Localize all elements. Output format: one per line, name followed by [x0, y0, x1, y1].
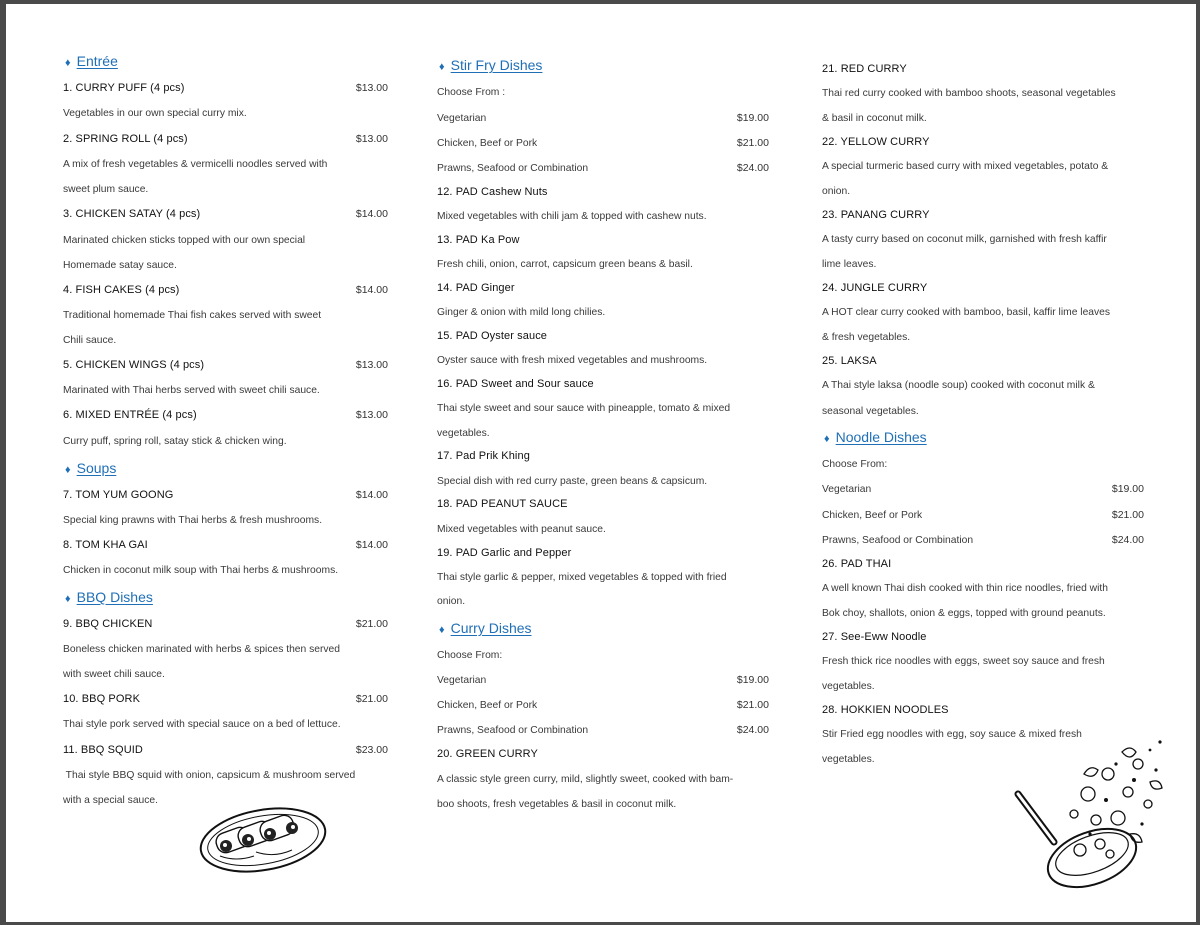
- menu-description-line: [822, 254, 1144, 274]
- item-name: 13. PAD Ka Pow: [437, 234, 520, 246]
- menu-description-line: [822, 651, 1144, 671]
- item-description: Thai style BBQ squid with onion, capsicum & mushroom served: [63, 769, 356, 781]
- menu-description-line: [63, 431, 388, 451]
- section-heading-text: Soups: [76, 460, 117, 476]
- item-description: A mix of fresh vegetables & vermicelli noodles served with: [63, 158, 328, 170]
- menu-description-line: [63, 560, 388, 580]
- item-description: boo shoots, fresh vegetables & basil in coconut milk.: [437, 798, 677, 810]
- item-description: Prawns, Seafood or Combination: [437, 724, 589, 736]
- item-description: Stir Fried egg noodles with egg, soy sauce & mixed fresh: [822, 728, 1082, 740]
- menu-description-line: [63, 103, 388, 123]
- menu-item: [437, 182, 769, 202]
- menu-description-line: [437, 108, 769, 128]
- section-heading: [437, 55, 769, 75]
- section-heading-text: BBQ Dishes: [76, 589, 153, 605]
- item-description: Homemade satay sauce.: [63, 259, 177, 271]
- menu-description-line: [63, 255, 388, 275]
- item-price: $19.00: [736, 674, 769, 686]
- menu-item: [63, 535, 388, 555]
- section-heading-text: Noodle Dishes: [835, 429, 927, 445]
- item-name: 6. MIXED ENTRÉE (4 pcs): [63, 409, 197, 421]
- item-description: Vegetables in our own special curry mix.: [63, 107, 247, 119]
- menu-description-line: [822, 302, 1144, 322]
- menu-description-line: [822, 578, 1144, 598]
- item-name: 10. BBQ PORK: [63, 693, 141, 705]
- menu-description-line: [63, 305, 388, 325]
- menu-description-line: [822, 454, 1144, 474]
- menu-item: [63, 355, 388, 375]
- menu-item: [822, 554, 1144, 574]
- item-description: Choose From :: [437, 86, 506, 98]
- item-description: Thai style garlic & pepper, mixed vegetables & topped with fried: [437, 571, 727, 583]
- spring-rolls-illustration: [196, 800, 332, 876]
- menu-item: [822, 700, 1144, 720]
- menu-description-line: [437, 423, 769, 443]
- item-description: Boneless chicken marinated with herbs & spices then served: [63, 643, 341, 655]
- wok-illustration: [1010, 734, 1166, 894]
- menu-description-line: [437, 82, 769, 102]
- item-description: onion.: [437, 595, 466, 607]
- item-name: 1. CURRY PUFF (4 pcs): [63, 82, 185, 94]
- item-description: Traditional homemade Thai fish cakes served with sweet: [63, 309, 322, 321]
- item-description: Chicken in coconut milk soup with Thai herbs & mushrooms.: [63, 564, 339, 576]
- item-name: 16. PAD Sweet and Sour sauce: [437, 378, 594, 390]
- menu-item: [822, 132, 1144, 152]
- item-description: with a special sauce.: [63, 794, 159, 806]
- menu-item: [63, 204, 388, 224]
- section-heading: [822, 427, 1144, 447]
- item-description: Chicken, Beef or Pork: [437, 137, 538, 149]
- item-name: 27. See-Eww Noodle: [822, 631, 927, 643]
- item-description: Thai style sweet and sour sauce with pineapple, tomato & mixed: [437, 402, 731, 414]
- item-price: $21.00: [736, 699, 769, 711]
- item-description: with sweet chili sauce.: [63, 668, 165, 680]
- menu-description-line: [63, 639, 388, 659]
- menu-item: [437, 374, 769, 394]
- item-price: $14.00: [355, 284, 388, 296]
- item-description: A Thai style laksa (noodle soup) cooked with coconut milk &: [822, 379, 1095, 391]
- menu-description-line: [437, 254, 769, 274]
- item-name: 12. PAD Cashew Nuts: [437, 186, 548, 198]
- menu-description-line: [822, 327, 1144, 347]
- menu-description-line: [437, 302, 769, 322]
- section-heading: [437, 618, 769, 638]
- item-description: vegetables.: [822, 680, 875, 692]
- menu-description-line: [822, 229, 1144, 249]
- menu-description-line: [63, 230, 388, 250]
- item-price: $14.00: [355, 208, 388, 220]
- menu-description-line: [437, 670, 769, 690]
- menu-item: [437, 543, 769, 563]
- menu-description-line: [437, 158, 769, 178]
- item-name: 3. CHICKEN SATAY (4 pcs): [63, 208, 201, 220]
- item-description: vegetables.: [822, 753, 875, 765]
- menu-item: [822, 205, 1144, 225]
- item-name: 25. LAKSA: [822, 355, 877, 367]
- menu-description-line: [437, 794, 769, 814]
- item-name: 4. FISH CAKES (4 pcs): [63, 284, 180, 296]
- menu-description-line: [63, 510, 388, 530]
- item-description: Vegetarian: [437, 112, 487, 124]
- menu-description-line: [822, 479, 1144, 499]
- menu-description-line: [822, 375, 1144, 395]
- section-heading: [63, 51, 388, 71]
- menu-item: [822, 351, 1144, 371]
- item-description: Chicken, Beef or Pork: [822, 509, 923, 521]
- item-description: Mixed vegetables with peanut sauce.: [437, 523, 606, 535]
- item-description: Vegetarian: [822, 483, 872, 495]
- item-description: onion.: [822, 185, 851, 197]
- menu-item: [63, 405, 388, 425]
- menu-description-line: [822, 505, 1144, 525]
- item-description: lime leaves.: [822, 258, 877, 270]
- item-name: 9. BBQ CHICKEN: [63, 618, 153, 630]
- menu-description-line: [822, 603, 1144, 623]
- menu-description-line: [437, 398, 769, 418]
- item-description: vegetables.: [437, 427, 490, 439]
- item-price: $14.00: [355, 489, 388, 501]
- item-name: 24. JUNGLE CURRY: [822, 282, 928, 294]
- item-price: $21.00: [355, 693, 388, 705]
- menu-description-line: [63, 714, 388, 734]
- diamond-bullet-icon: ♦: [824, 433, 830, 445]
- item-description: Marinated chicken sticks topped with our own special: [63, 234, 306, 246]
- item-name: 22. YELLOW CURRY: [822, 136, 930, 148]
- item-description: Vegetarian: [437, 674, 487, 686]
- item-description: Curry puff, spring roll, satay stick & chicken wing.: [63, 435, 287, 447]
- item-price: $23.00: [355, 744, 388, 756]
- item-price: $24.00: [1111, 534, 1144, 546]
- menu-description-line: [63, 664, 388, 684]
- menu-item: [437, 326, 769, 346]
- menu-item: [437, 744, 769, 764]
- menu-item: [63, 689, 388, 709]
- diamond-bullet-icon: ♦: [65, 464, 71, 476]
- item-description: Fresh thick rice noodles with eggs, sweet soy sauce and fresh: [822, 655, 1105, 667]
- menu-description-line: [822, 156, 1144, 176]
- item-description: Thai red curry cooked with bamboo shoots, seasonal vegetables: [822, 87, 1116, 99]
- menu-item: [437, 446, 769, 466]
- item-price: $13.00: [355, 133, 388, 145]
- item-price: $13.00: [355, 82, 388, 94]
- menu-description-line: [63, 154, 388, 174]
- item-description: Chili sauce.: [63, 334, 117, 346]
- menu-description-line: [437, 720, 769, 740]
- menu-description-line: [437, 769, 769, 789]
- diamond-bullet-icon: ♦: [439, 61, 445, 73]
- item-name: 14. PAD Ginger: [437, 282, 515, 294]
- item-description: Thai style pork served with special sauce on a bed of lettuce.: [63, 718, 341, 730]
- menu-description-line: [437, 645, 769, 665]
- item-description: A special turmeric based curry with mixed vegetables, potato &: [822, 160, 1109, 172]
- item-description: Oyster sauce with fresh mixed vegetables and mushrooms.: [437, 354, 708, 366]
- item-description: Prawns, Seafood or Combination: [437, 162, 589, 174]
- diamond-bullet-icon: ♦: [65, 593, 71, 605]
- menu-description-line: [437, 591, 769, 611]
- item-name: 2. SPRING ROLL (4 pcs): [63, 133, 188, 145]
- item-name: 18. PAD PEANUT SAUCE: [437, 498, 568, 510]
- item-name: 15. PAD Oyster sauce: [437, 330, 548, 342]
- section-heading-text: Curry Dishes: [450, 620, 532, 636]
- menu-description-line: [437, 471, 769, 491]
- item-description: Choose From:: [822, 458, 888, 470]
- item-description: Chicken, Beef or Pork: [437, 699, 538, 711]
- section-title: [63, 589, 153, 605]
- item-name: 11. BBQ SQUID: [63, 744, 143, 756]
- item-name: 21. RED CURRY: [822, 63, 907, 75]
- menu-description-line: [63, 380, 388, 400]
- item-price: $21.00: [355, 618, 388, 630]
- menu-description-line: [822, 401, 1144, 421]
- section-title: [63, 53, 118, 69]
- menu-item: [63, 280, 388, 300]
- menu-item: [63, 614, 388, 634]
- item-description: Ginger & onion with mild long chilies.: [437, 306, 606, 318]
- menu-item: [437, 230, 769, 250]
- menu-description-line: [822, 181, 1144, 201]
- menu-item: [63, 78, 388, 98]
- item-name: 19. PAD Garlic and Pepper: [437, 547, 572, 559]
- menu-description-line: [822, 83, 1144, 103]
- item-description: Fresh chili, onion, carrot, capsicum green beans & basil.: [437, 258, 693, 270]
- item-name: 23. PANANG CURRY: [822, 209, 930, 221]
- item-description: & basil in coconut milk.: [822, 112, 927, 124]
- item-name: 20. GREEN CURRY: [437, 748, 538, 760]
- menu-description-line: [822, 676, 1144, 696]
- item-description: sweet plum sauce.: [63, 183, 149, 195]
- section-heading: [63, 587, 388, 607]
- item-price: $13.00: [355, 409, 388, 421]
- item-price: $19.00: [736, 112, 769, 124]
- menu-item: [437, 494, 769, 514]
- item-description: A HOT clear curry cooked with bamboo, basil, kaffir lime leaves: [822, 306, 1111, 318]
- item-name: 8. TOM KHA GAI: [63, 539, 148, 551]
- item-price: $24.00: [736, 162, 769, 174]
- section-title: [437, 620, 532, 636]
- item-description: A well known Thai dish cooked with thin rice noodles, fried with: [822, 582, 1108, 594]
- menu-description-line: [437, 519, 769, 539]
- section-title: [63, 460, 116, 476]
- menu-description-line: [63, 765, 388, 785]
- item-price: $14.00: [355, 539, 388, 551]
- menu-description-line: [63, 179, 388, 199]
- item-description: & fresh vegetables.: [822, 331, 911, 343]
- section-title: [437, 57, 542, 73]
- menu-description-line: [437, 695, 769, 715]
- menu-description-line: [437, 567, 769, 587]
- item-description: A classic style green curry, mild, slightly sweet, cooked with bam-: [437, 773, 734, 785]
- menu-item: [822, 627, 1144, 647]
- item-name: 7. TOM YUM GOONG: [63, 489, 174, 501]
- menu-item: [822, 278, 1144, 298]
- item-price: $13.00: [355, 359, 388, 371]
- item-description: Special king prawns with Thai herbs & fresh mushrooms.: [63, 514, 323, 526]
- item-description: Special dish with red curry paste, green beans & capsicum.: [437, 475, 708, 487]
- item-description: Marinated with Thai herbs served with sweet chili sauce.: [63, 384, 320, 396]
- item-description: Bok choy, shallots, onion & eggs, topped with ground peanuts.: [822, 607, 1106, 619]
- menu-page: [6, 4, 1196, 922]
- item-price: $19.00: [1111, 483, 1144, 495]
- item-price: $21.00: [1111, 509, 1144, 521]
- item-name: 26. PAD THAI: [822, 558, 892, 570]
- menu-description-line: [63, 330, 388, 350]
- section-heading: [63, 458, 388, 478]
- item-description: Choose From:: [437, 649, 503, 661]
- item-description: Prawns, Seafood or Combination: [822, 534, 974, 546]
- menu-description-line: [822, 108, 1144, 128]
- menu-item: [437, 278, 769, 298]
- section-heading-text: Stir Fry Dishes: [450, 57, 543, 73]
- item-name: 5. CHICKEN WINGS (4 pcs): [63, 359, 205, 371]
- item-name: 17. Pad Prik Khing: [437, 450, 530, 462]
- menu-description-line: [437, 206, 769, 226]
- item-description: A tasty curry based on coconut milk, garnished with fresh kaffir: [822, 233, 1107, 245]
- menu-item: [63, 740, 388, 760]
- item-name: 28. HOKKIEN NOODLES: [822, 704, 949, 716]
- menu-item: [63, 485, 388, 505]
- item-price: $24.00: [736, 724, 769, 736]
- menu-description-line: [822, 530, 1144, 550]
- section-title: [822, 429, 927, 445]
- item-description: Mixed vegetables with chili jam & topped with cashew nuts.: [437, 210, 707, 222]
- item-price: $21.00: [736, 137, 769, 149]
- menu-item: [63, 129, 388, 149]
- diamond-bullet-icon: ♦: [439, 624, 445, 636]
- item-description: seasonal vegetables.: [822, 405, 919, 417]
- menu-description-line: [437, 133, 769, 153]
- menu-description-line: [437, 350, 769, 370]
- section-heading-text: Entrée: [76, 53, 118, 69]
- diamond-bullet-icon: ♦: [65, 57, 71, 69]
- menu-item: [822, 59, 1144, 79]
